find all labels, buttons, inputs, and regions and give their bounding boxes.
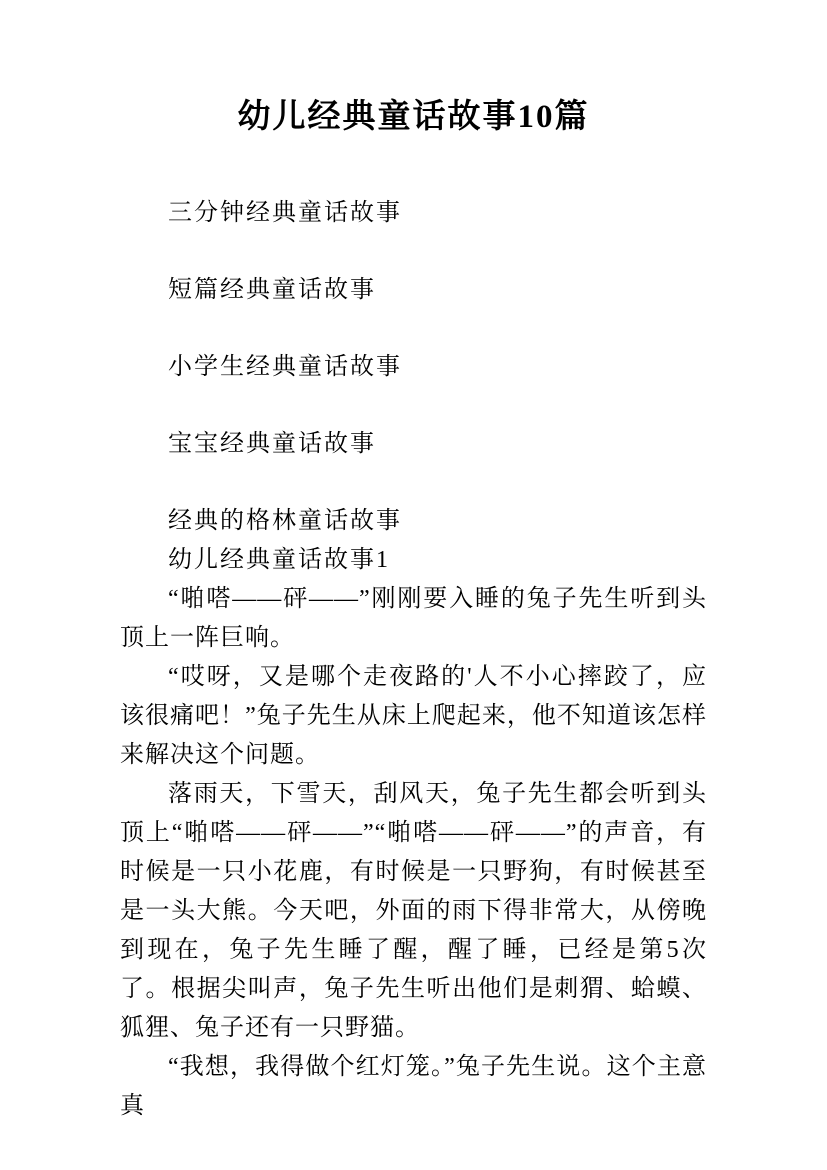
list-item-gelin: 经典的格林童话故事 [168,508,402,534]
story-paragraph: “我想，我得做个红灯笼。”兔子先生说。这个主意真 [120,1054,707,1119]
related-stories-list [120,193,707,541]
story-paragraph: 落雨天，下雪天，刮风天，兔子先生都会听到头顶上“啪嗒——砰——”“啪嗒——砰——”的声音，有时候是一只小花鹿，有时候是一只野狗，有时候甚至是一头大熊。今天吧，外面的雨下得非常大，从傍晚到现在，兔子先生睡了醒，醒了睡，已经是第5次了。根据尖叫声，兔子先生听出他们是刺猬、蛤蟆、狐狸、兔子还有一只野猫。 [120,781,707,1041]
story-paragraph: “啪嗒——砰——”刚刚要入睡的兔子先生听到头顶上一阵巨响。 [120,586,707,651]
section-heading-story-1: 幼儿经典童话故事1 [168,547,390,573]
list-item-xiaoxuesheng: 小学生经典童话故事 [168,354,402,380]
story-paragraph: “哎呀，又是哪个走夜路的'人不小心摔跤了，应该很痛吧！”兔子先生从床上爬起来，他不知道该怎样来解决这个问题。 [120,664,707,768]
list-item-baobao: 宝宝经典童话故事 [168,431,376,457]
document-title: 幼儿经典童话故事10篇 [237,99,590,135]
story-body [120,580,707,1126]
list-item-sanfenzhong: 三分钟经典童话故事 [168,200,402,226]
list-item-duanpian: 短篇经典童话故事 [168,277,376,303]
